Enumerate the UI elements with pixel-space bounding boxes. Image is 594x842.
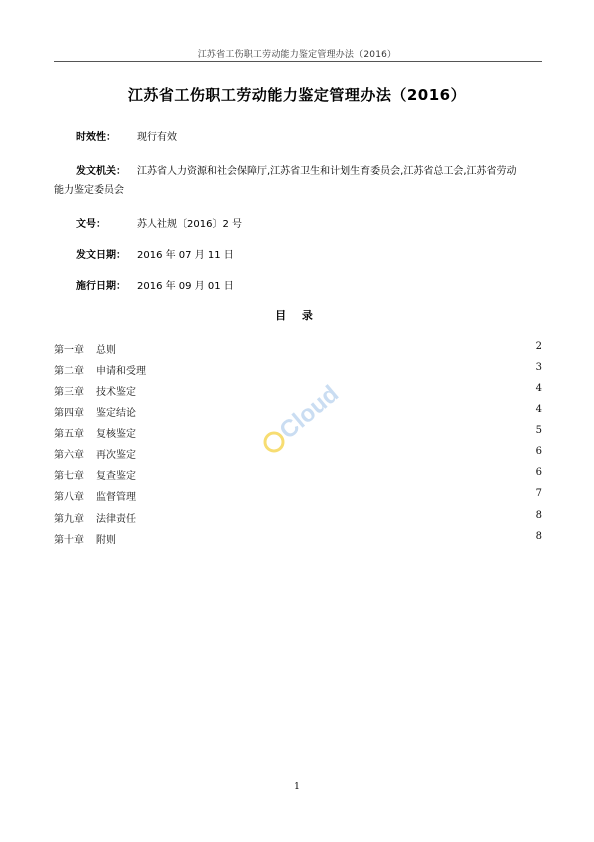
toc-item-number: 第三章 [54,387,84,398]
issuer-value: 江苏省人力资源和社会保障厅,江苏省卫生和计划生育委员会,江苏省总工会,江苏省劳动 [137,166,517,177]
toc-heading: 目 录 [275,309,319,322]
toc-item-name: 监督管理 [96,492,136,503]
toc-item-7[interactable] [54,467,542,481]
cloud-watermark-logo [258,378,358,458]
toc-item-name: 申请和受理 [96,366,146,377]
issue-date-label: 发文日期： [76,250,126,261]
issuer-label: 发文机关： [76,166,126,177]
validity-value: 现行有效 [137,132,177,143]
toc-item-name: 复查鉴定 [96,471,136,482]
toc-item-number: 第八章 [54,492,84,503]
document-title: 江苏省工伤职工劳动能力鉴定管理办法（2016） [127,86,467,104]
toc-item-name: 总则 [96,345,116,356]
toc-item-page: 4 [535,404,542,415]
toc-item-2[interactable] [54,362,542,376]
toc-item-page: 8 [535,510,542,521]
toc-item-name: 再次鉴定 [96,450,136,461]
toc-item-number: 第四章 [54,408,84,419]
toc-item-number: 第七章 [54,471,84,482]
toc-item-number: 第二章 [54,366,84,377]
toc-item-number: 第六章 [54,450,84,461]
toc-item-name: 附则 [96,535,116,546]
toc-item-name: 复核鉴定 [96,429,136,440]
watermark-text: Cloud [274,380,344,445]
toc-item-page: 8 [535,531,542,542]
toc-item-page: 6 [535,446,542,457]
running-header-title: 江苏省工伤职工劳动能力鉴定管理办法（2016） [197,50,397,60]
toc-item-number: 第五章 [54,429,84,440]
toc-item-number: 第十章 [54,535,84,546]
effective-date-label: 施行日期： [76,281,126,292]
effective-date-value: 2016 年 09 月 01 日 [137,281,234,292]
toc-item-page: 4 [535,383,542,394]
issue-date-value: 2016 年 07 月 11 日 [137,250,234,261]
toc-item-name: 技术鉴定 [96,387,136,398]
toc-item-8[interactable] [54,488,542,502]
toc-item-name: 鉴定结论 [96,408,136,419]
toc-item-page: 5 [535,425,542,436]
toc-item-number: 第九章 [54,514,84,525]
page-number: 1 [294,782,300,792]
toc-item-10[interactable] [54,531,542,545]
docno-value: 苏人社规〔2016〕2 号 [137,219,242,230]
header-rule [54,61,542,62]
toc-item-number: 第一章 [54,345,84,356]
validity-label: 时效性： [76,132,116,143]
toc-item-page: 7 [535,488,542,499]
toc-item-page: 3 [535,362,542,373]
toc-item-page: 6 [535,467,542,478]
issuer-value-continued: 能力鉴定委员会 [54,185,124,196]
docno-label: 文号： [76,219,106,230]
toc-item-1[interactable] [54,341,542,355]
toc-item-name: 法律责任 [96,514,136,525]
toc-item-9[interactable] [54,510,542,524]
watermark-swirl-icon [265,433,283,451]
toc-item-page: 2 [535,341,542,352]
